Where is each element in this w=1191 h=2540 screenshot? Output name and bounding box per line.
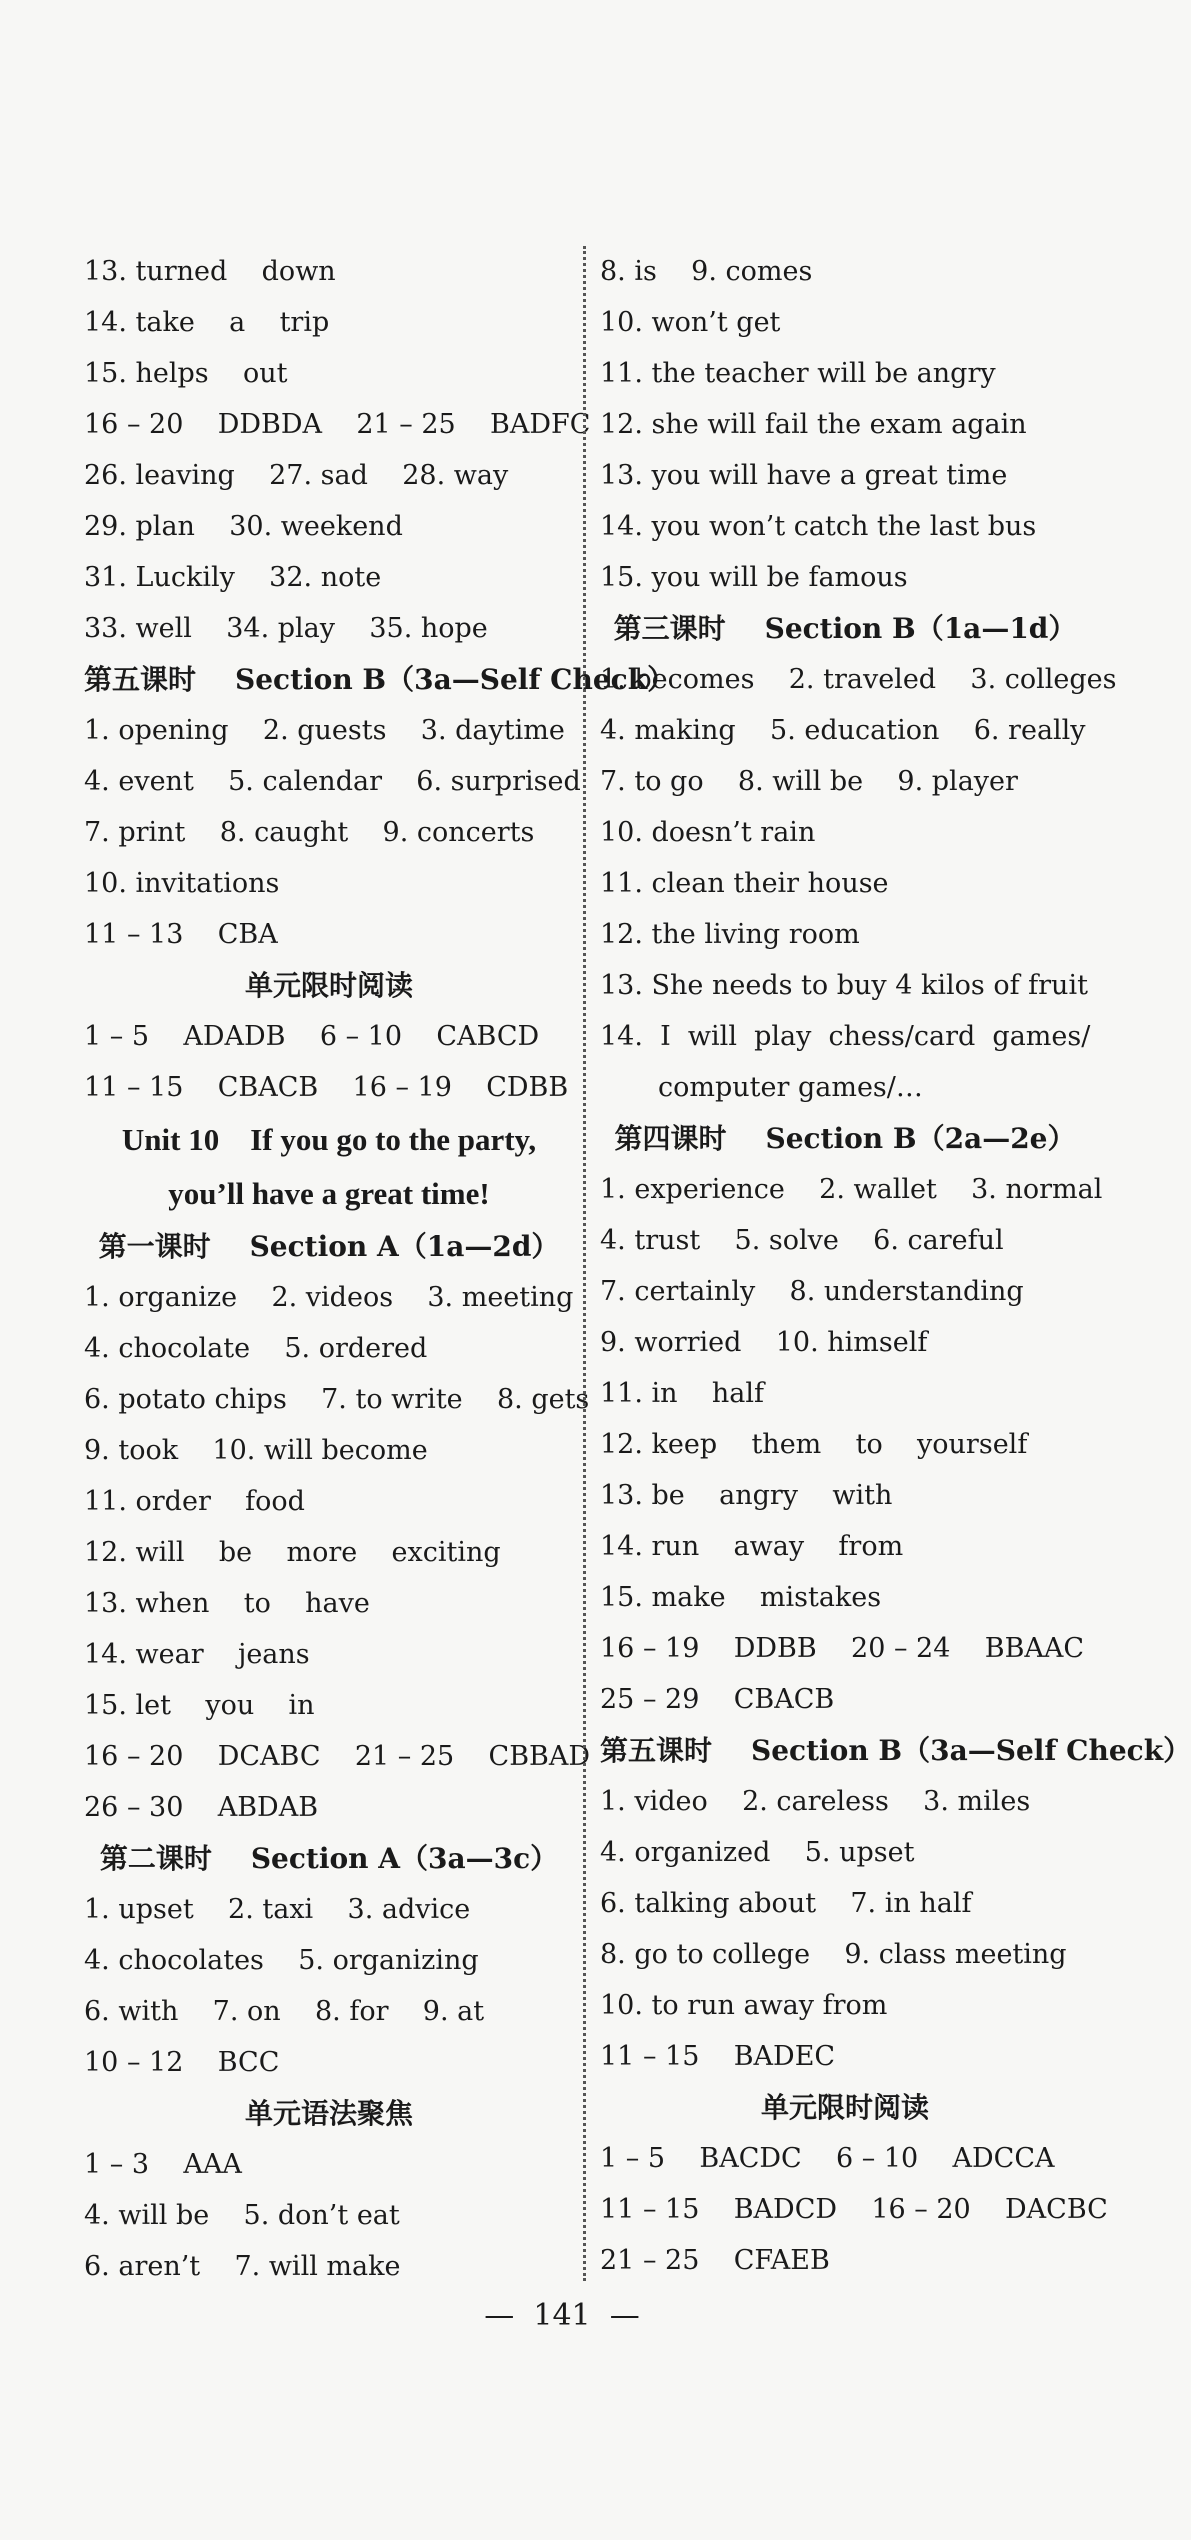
- answer-line: 33. well 34. play 35. hope: [84, 613, 488, 644]
- answer-line: 4. will be 5. don’t eat: [84, 2200, 400, 2231]
- answer-line: 16 – 19 DDBB 20 – 24 BBAAC: [600, 1633, 1085, 1664]
- answer-line: 11 – 15 BADEC: [600, 2041, 836, 2072]
- answer-line: 9. worried 10. himself: [600, 1327, 928, 1358]
- answer-line: 31. Luckily 32. note: [84, 562, 382, 593]
- answer-line: 13. be angry with: [600, 1480, 893, 1511]
- section-heading: 第三课时 Section B（1a—1d）: [613, 612, 1077, 645]
- right-column: [600, 246, 1191, 2286]
- answer-line: 11 – 13 CBA: [84, 919, 278, 950]
- answer-line: 29. plan 30. weekend: [84, 511, 403, 542]
- answer-line: 26 – 30 ABDAB: [84, 1792, 319, 1823]
- unit-title: Unit 10 If you go to the party,: [121, 1122, 537, 1157]
- answer-line: 16 – 20 DCABC 21 – 25 CBBAD: [84, 1741, 591, 1772]
- answer-line: 15. helps out: [84, 358, 288, 389]
- answer-line: 12. the living room: [600, 919, 860, 950]
- left-column: [84, 246, 676, 2292]
- answer-line: 14. take a trip: [84, 307, 330, 338]
- answer-line: 8. is 9. comes: [600, 256, 813, 287]
- answer-line: 4. event 5. calendar 6. surprised: [84, 766, 581, 797]
- answer-line: 1 – 5 ADADB 6 – 10 CABCD: [84, 1021, 540, 1052]
- answer-line: 4. chocolates 5. organizing: [84, 1945, 479, 1976]
- answer-line: 10 – 12 BCC: [84, 2047, 280, 2078]
- section-heading: 第一课时 Section A（1a—2d）: [98, 1230, 560, 1263]
- answer-line: 6. aren’t 7. will make: [84, 2251, 401, 2282]
- answer-line: 1. experience 2. wallet 3. normal: [600, 1174, 1103, 1205]
- answer-line: 11. order food: [84, 1486, 305, 1517]
- answer-line: 15. you will be famous: [600, 562, 908, 593]
- answer-line: 6. talking about 7. in half: [600, 1888, 972, 1919]
- answer-line: 12. will be more exciting: [84, 1537, 501, 1568]
- answer-line: 13. She needs to buy 4 kilos of fruit: [600, 970, 1088, 1001]
- answer-line: 15. let you in: [84, 1690, 315, 1721]
- answer-line: 6. with 7. on 8. for 9. at: [84, 1996, 485, 2027]
- answer-line: 1. opening 2. guests 3. daytime: [84, 715, 565, 746]
- answer-line: 4. organized 5. upset: [600, 1837, 915, 1868]
- section-heading: 单元限时阅读: [760, 2091, 929, 2124]
- answer-line-continuation: computer games/…: [658, 1072, 923, 1103]
- answer-line: 8. go to college 9. class meeting: [600, 1939, 1067, 1970]
- section-heading: 第五课时 Section B（3a—Self Check）: [600, 1734, 1191, 1767]
- answer-line: 12. she will fail the exam again: [600, 409, 1027, 440]
- answer-line: 13. turned down: [84, 256, 336, 287]
- answer-line: 12. keep them to yourself: [600, 1429, 1028, 1460]
- answer-line: 1. video 2. careless 3. miles: [600, 1786, 1031, 1817]
- answer-line: 11. in half: [600, 1378, 764, 1409]
- answer-line: 1. upset 2. taxi 3. advice: [84, 1894, 471, 1925]
- page-number: — 141 —: [484, 2298, 640, 2333]
- answer-line: 14. I will play chess/card games/: [600, 1021, 1091, 1052]
- unit-title: you’ll have a great time!: [168, 1176, 490, 1211]
- answer-line: 9. took 10. will become: [84, 1435, 428, 1466]
- answer-line: 10. won’t get: [600, 307, 781, 338]
- answer-line: 1 – 3 AAA: [84, 2149, 242, 2180]
- answer-line: 14. you won’t catch the last bus: [600, 511, 1037, 542]
- answer-line: 13. you will have a great time: [600, 460, 1008, 491]
- answer-line: 1 – 5 BACDC 6 – 10 ADCCA: [600, 2143, 1055, 2174]
- section-heading: 单元语法聚焦: [244, 2097, 413, 2130]
- section-heading: 第二课时 Section A（3a—3c）: [99, 1842, 559, 1875]
- answer-line: 4. trust 5. solve 6. careful: [600, 1225, 1004, 1256]
- answer-line: 7. certainly 8. understanding: [600, 1276, 1024, 1307]
- answer-line: 11 – 15 BADCD 16 – 20 DACBC: [600, 2194, 1108, 2225]
- answer-line: 7. print 8. caught 9. concerts: [84, 817, 535, 848]
- answer-line: 16 – 20 DDBDA 21 – 25 BADFC: [84, 409, 591, 440]
- answer-line: 11. the teacher will be angry: [600, 358, 996, 389]
- answer-line: 4. chocolate 5. ordered: [84, 1333, 428, 1364]
- answer-line: 6. potato chips 7. to write 8. gets: [84, 1384, 590, 1415]
- answer-line: 13. when to have: [84, 1588, 370, 1619]
- section-heading: 第五课时 Section B（3a—Self Check）: [84, 663, 676, 696]
- answer-line: 21 – 25 CFAEB: [600, 2245, 830, 2276]
- answer-line: 10. invitations: [84, 868, 280, 899]
- answer-line: 26. leaving 27. sad 28. way: [84, 460, 509, 491]
- answer-line: 11. clean their house: [600, 868, 889, 899]
- section-heading: 单元限时阅读: [244, 969, 413, 1002]
- answer-line: 10. to run away from: [600, 1990, 888, 2021]
- answer-line: 1. becomes 2. traveled 3. colleges: [600, 664, 1117, 695]
- answer-line: 15. make mistakes: [600, 1582, 882, 1613]
- section-heading: 第四课时 Section B（2a—2e）: [614, 1122, 1076, 1155]
- answer-line: 14. run away from: [600, 1531, 904, 1562]
- answer-line: 10. doesn’t rain: [600, 817, 816, 848]
- answer-line: 11 – 15 CBACB 16 – 19 CDBB: [84, 1072, 569, 1103]
- column-divider: [583, 246, 586, 2281]
- answer-line: 25 – 29 CBACB: [600, 1684, 835, 1715]
- answer-line: 14. wear jeans: [84, 1639, 310, 1670]
- answer-line: 7. to go 8. will be 9. player: [600, 766, 1018, 797]
- answer-line: 1. organize 2. videos 3. meeting: [84, 1282, 574, 1313]
- answer-line: 4. making 5. education 6. really: [600, 715, 1086, 746]
